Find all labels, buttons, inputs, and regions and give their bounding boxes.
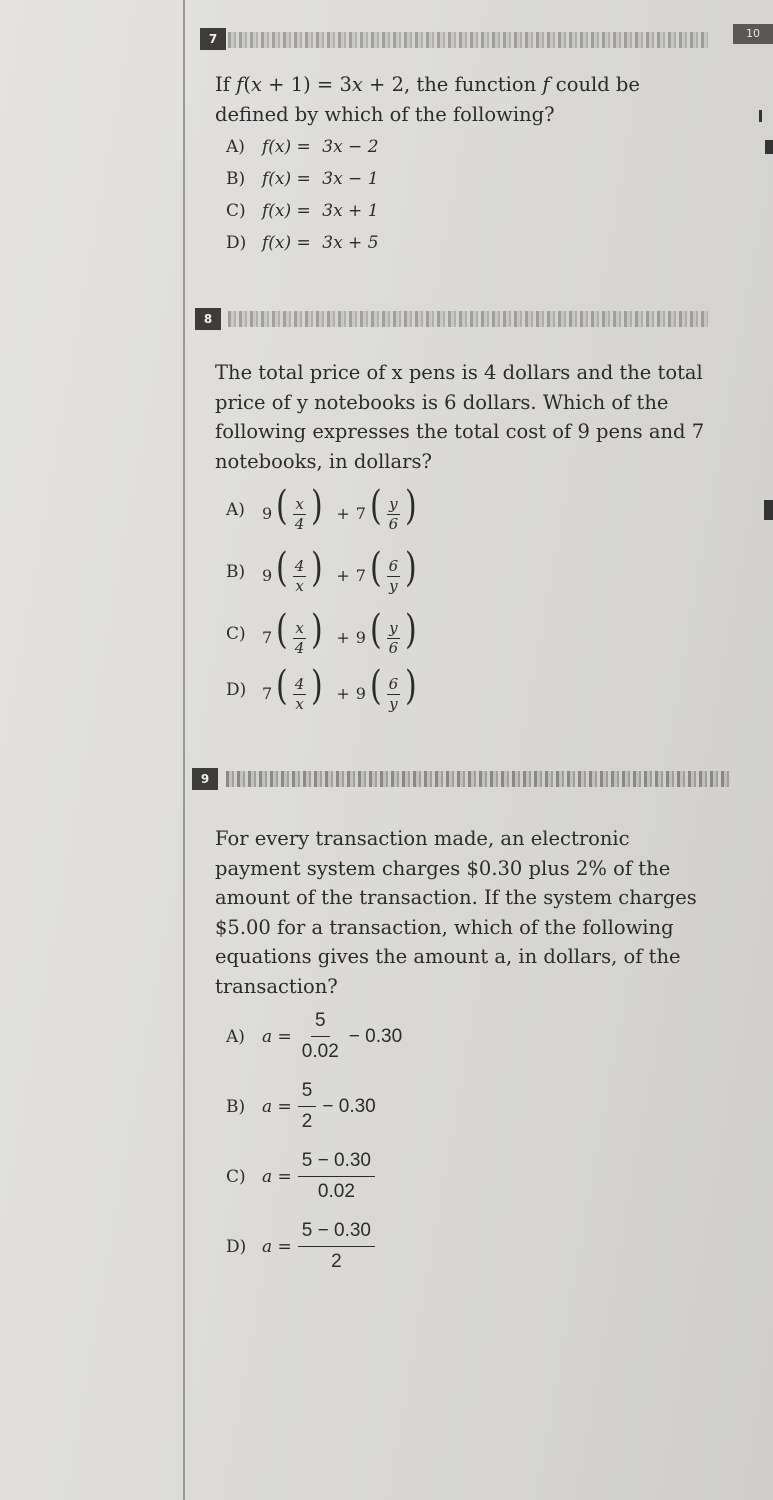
question-9-stem: For every transaction made, an electronic payment system charges $0.30 plus 2% of the amount of the transaction. If the system charges $5.00 for a transaction, which of the following equations gives the amount a, in dollars, of the transaction? bbox=[215, 827, 697, 998]
edge-mark bbox=[759, 110, 762, 122]
question-8-stem: The total price of x pens is 4 dollars and the total price of y notebooks is 6 dollars. Which of the following expresses the total cost of 9 pens and 7 notebooks, in dollars? bbox=[215, 361, 705, 473]
edge-mark bbox=[764, 500, 773, 520]
question-header-bar bbox=[228, 311, 708, 327]
q7-choice-c[interactable]: C) f(x) = 3x + 1 bbox=[226, 200, 379, 221]
q7-choice-a[interactable]: A) f(x) = 3x − 2 bbox=[226, 136, 379, 157]
q9-choice-c[interactable]: C) a = $\frac{5 - 0.30}{0.02}$ bbox=[226, 1150, 381, 1203]
q7-choice-d[interactable]: D) f(x) = 3x + 5 bbox=[226, 232, 379, 253]
q9-choice-d[interactable]: D) a = $\frac{5 - 0.30}{2}$ bbox=[226, 1220, 381, 1273]
q9-choice-a[interactable]: A) a = $\frac{5}{0.02}$ − 0.30 bbox=[226, 1010, 403, 1062]
edge-mark bbox=[765, 140, 773, 154]
margin-rule bbox=[183, 0, 185, 1500]
q8-choice-d[interactable]: D) 7( $\frac{4}{x}$ ) + 9( $\frac{6}{y}$ ) bbox=[226, 663, 417, 713]
question-number-7: 7 bbox=[200, 28, 226, 50]
question-header-bar bbox=[226, 771, 731, 787]
question-header-bar bbox=[228, 32, 708, 48]
q8-choice-c[interactable]: C) 7( $\frac{x}{4}$ ) + 9( $\frac{y}{6}$ ) bbox=[226, 607, 417, 657]
page-number: 10 bbox=[733, 24, 773, 44]
q7-choice-b[interactable]: B) f(x) = 3x − 1 bbox=[226, 168, 379, 189]
question-number-9: 9 bbox=[192, 768, 218, 790]
q8-choice-a[interactable]: A) 9( $\frac{x}{4}$ ) + 7( $\frac{y}{6}$ ) bbox=[226, 483, 417, 533]
q9-choice-b[interactable]: B) a = $\frac{5}{2}$ − 0.30 bbox=[226, 1080, 376, 1132]
q8-choice-b[interactable]: B) 9( $\frac{4}{x}$ ) + 7( $\frac{6}{y}$ ) bbox=[226, 545, 417, 595]
question-number-8: 8 bbox=[195, 308, 221, 330]
question-7-stem: If f(x + 1) = 3x + 2, the function f could be defined by which of the following? bbox=[215, 73, 640, 126]
